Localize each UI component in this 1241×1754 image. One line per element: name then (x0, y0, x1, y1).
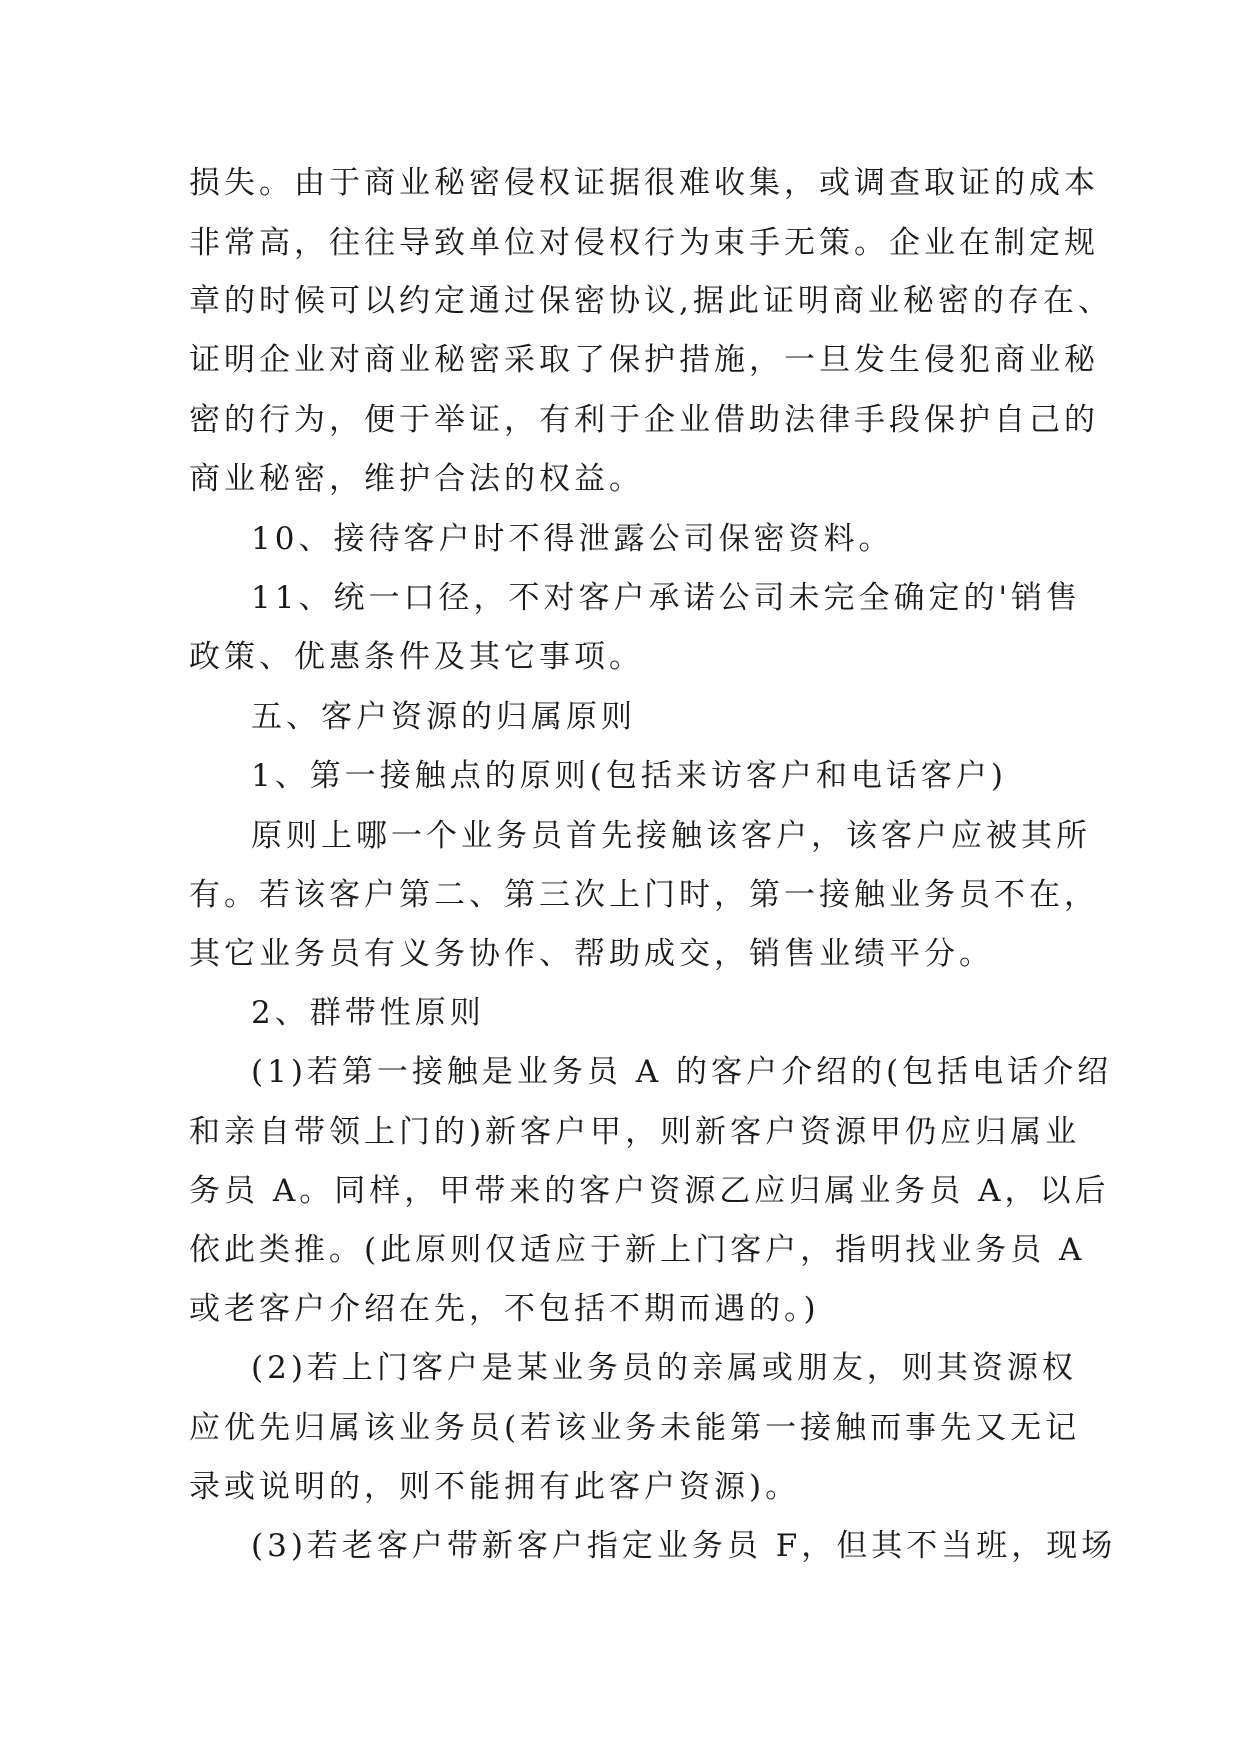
text-line: 依此类推。(此原则仅适应于新上门客户，指明找业务员 A (189, 1232, 1086, 1268)
text-line: 10、接待客户时不得泄露公司保密资料。 (251, 521, 894, 557)
text-line: 有。若该客户第二、第三次上门时，第一接触业务员不在， (189, 877, 1099, 913)
text-line: 录或说明的，则不能拥有此客户资源)。 (189, 1469, 801, 1505)
subsection-heading: 2、群带性原则 (251, 995, 485, 1031)
text-line: (2)若上门客户是某业务员的亲属或朋友，则其资源权 (251, 1350, 1077, 1386)
text-line: 密的行为，便于举证，有利于企业借助法律手段保护自己的 (189, 402, 1099, 438)
text-line: 11、统一口径，不对客户承诺公司未完全确定的'销售 (251, 580, 1081, 616)
text-line: 政策、优惠条件及其它事项。 (189, 639, 644, 675)
text-line: 非常高，往往导致单位对侵权行为束手无策。企业在制定规 (189, 225, 1099, 261)
text-line: 其它业务员有义务协作、帮助成交，销售业绩平分。 (189, 936, 994, 972)
text-line: (3)若老客户带新客户指定业务员 F，但其不当班，现场 (251, 1528, 1117, 1564)
text-line: 损失。由于商业秘密侵权证据很难收集，或调查取证的成本 (189, 165, 1099, 201)
text-line: 务员 A。同样，甲带来的客户资源乙应归属业务员 A，以后 (189, 1173, 1110, 1209)
text-line: 应优先归属该业务员(若该业务未能第一接触而事先又无记 (189, 1410, 1081, 1446)
text-line: 和亲自带领上门的)新客户甲，则新客户资源甲仍应归属业 (189, 1114, 1081, 1150)
subsection-heading: 1、第一接触点的原则(包括来访客户和电话客户) (251, 758, 1007, 794)
text-line: 或老客户介绍在先，不包括不期而遇的。) (189, 1291, 820, 1327)
text-line: (1)若第一接触是业务员 A 的客户介绍的(包括电话介绍 (251, 1054, 1113, 1090)
text-line: 商业秘密，维护合法的权益。 (189, 461, 644, 497)
text-line: 证明企业对商业秘密采取了保护措施，一旦发生侵犯商业秘 (189, 342, 1099, 378)
text-line: 章的时候可以约定通过保密协议,据此证明商业秘密的存在、 (189, 283, 1113, 319)
section-heading: 五、客户资源的归属原则 (251, 699, 636, 735)
text-line: 原则上哪一个业务员首先接触该客户，该客户应被其所 (251, 818, 1091, 854)
